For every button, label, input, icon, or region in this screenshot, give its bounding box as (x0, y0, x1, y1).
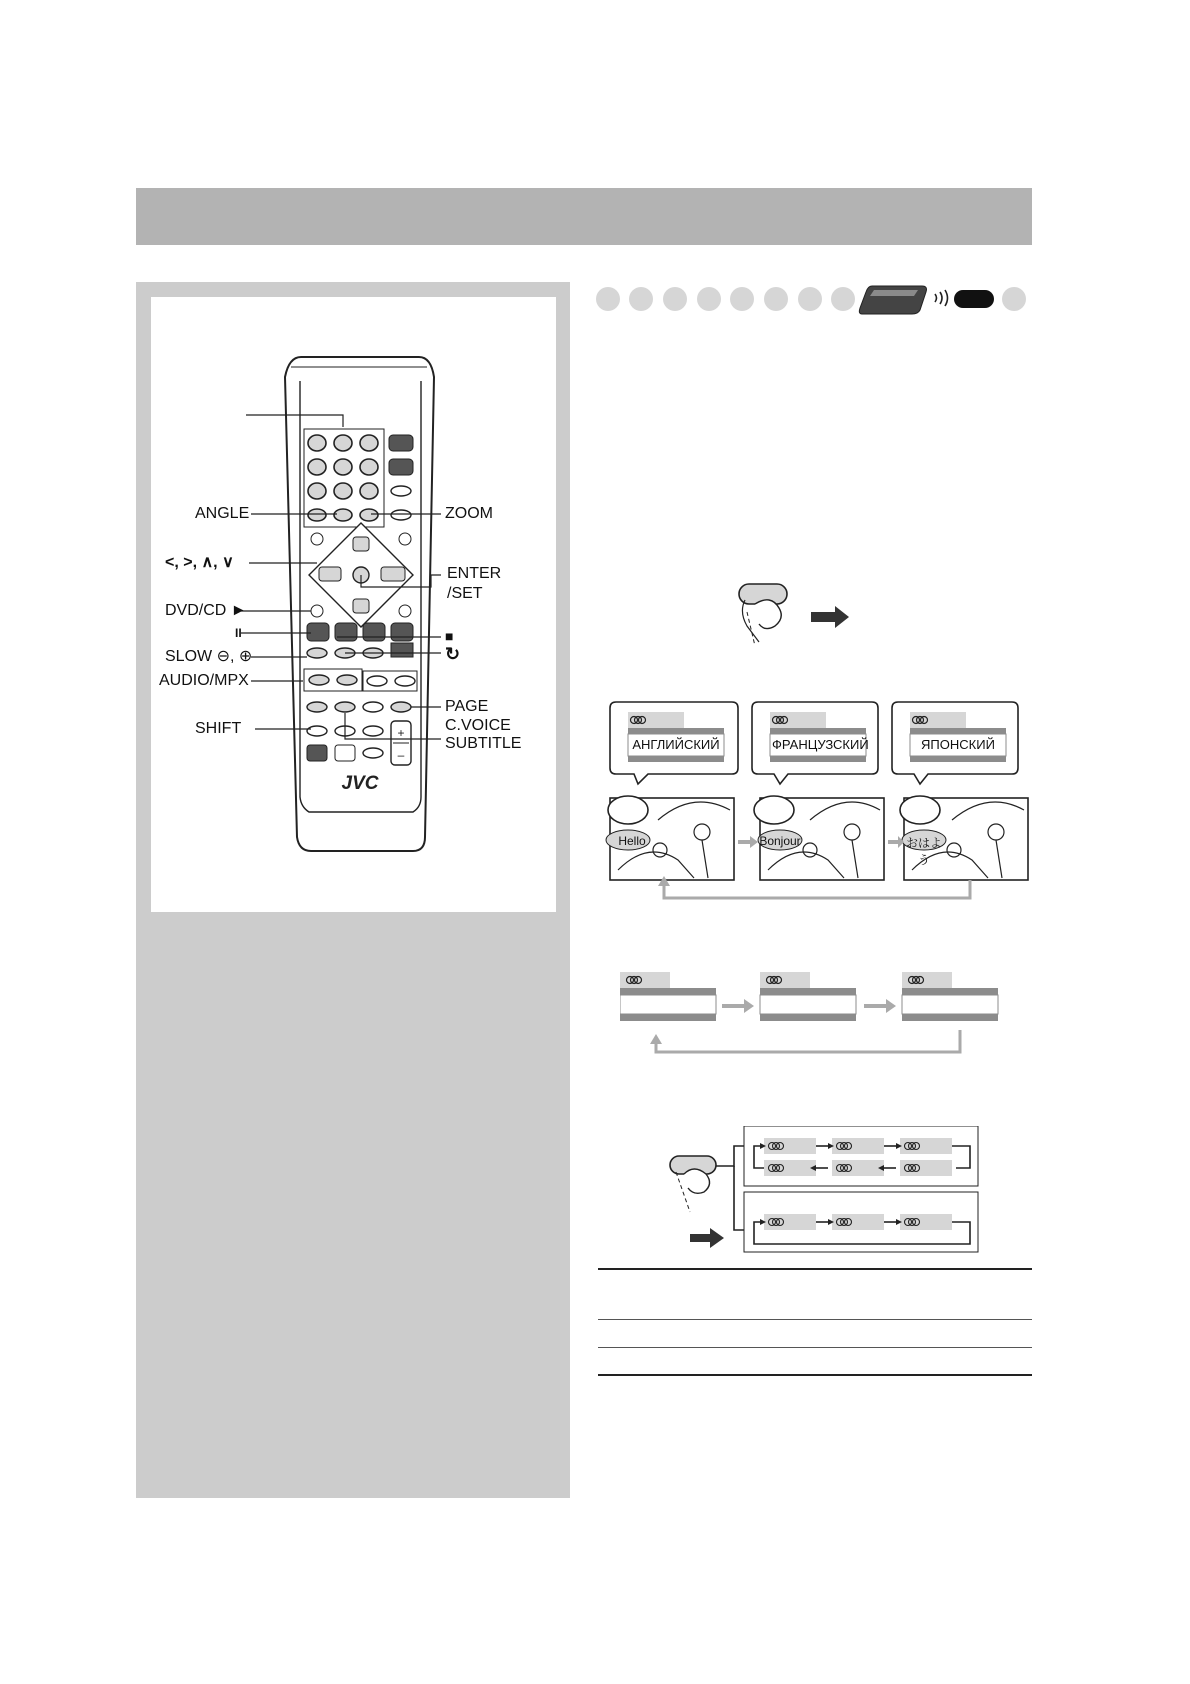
label-set: /SET (447, 585, 483, 602)
osd-language-2: ФРАНЦУЗСКИЙ (772, 737, 869, 752)
label-slow: SLOW ⊖, ⊕ (165, 648, 253, 665)
osd-language-1: АНГЛИЙСКИЙ (632, 737, 720, 752)
speech-2: Bonjour (759, 834, 801, 848)
finger-press-icon (725, 582, 855, 652)
label-shift: SHIFT (195, 720, 242, 737)
label-zoom: ZOOM (445, 505, 493, 522)
label-page: PAGE (445, 698, 489, 715)
label-dvdcd: DVD/CD ► (165, 602, 247, 619)
label-cvoice: C.VOICE (445, 717, 511, 734)
label-return: ↻ (445, 644, 461, 664)
volume-minus-label: – (397, 748, 405, 762)
shift-cycle-diagram (660, 1126, 980, 1256)
label-angle: ANGLE (195, 505, 250, 522)
disc-badge-icon (858, 282, 1018, 316)
label-stop: ■ (445, 628, 454, 644)
volume-plus-label: + (397, 726, 405, 740)
osd-cycle-diagram (620, 972, 1010, 1058)
label-pause: II (235, 626, 242, 640)
table-rule-1 (598, 1319, 1032, 1320)
speech-3: おはよう (905, 836, 942, 867)
table-rule-2 (598, 1347, 1032, 1348)
speech-1: Hello (618, 834, 646, 848)
remote-illustration-box (151, 297, 556, 912)
header-bar (136, 188, 1032, 245)
arrow-right-icon (811, 606, 849, 628)
osd-language-3: ЯПОНСКИЙ (921, 737, 995, 752)
table-rule-bottom (598, 1374, 1032, 1376)
audio-language-sequence (598, 700, 1032, 910)
label-audio: AUDIO/MPX (159, 672, 249, 689)
brand-logo: JVC (341, 773, 379, 794)
label-subtitle: SUBTITLE (445, 735, 522, 752)
table-rule-top (598, 1268, 1032, 1270)
label-cursor: <, >, ∧, ∨ (165, 554, 234, 571)
label-enter: ENTER (447, 565, 502, 582)
sound-wave-icon (935, 290, 948, 306)
